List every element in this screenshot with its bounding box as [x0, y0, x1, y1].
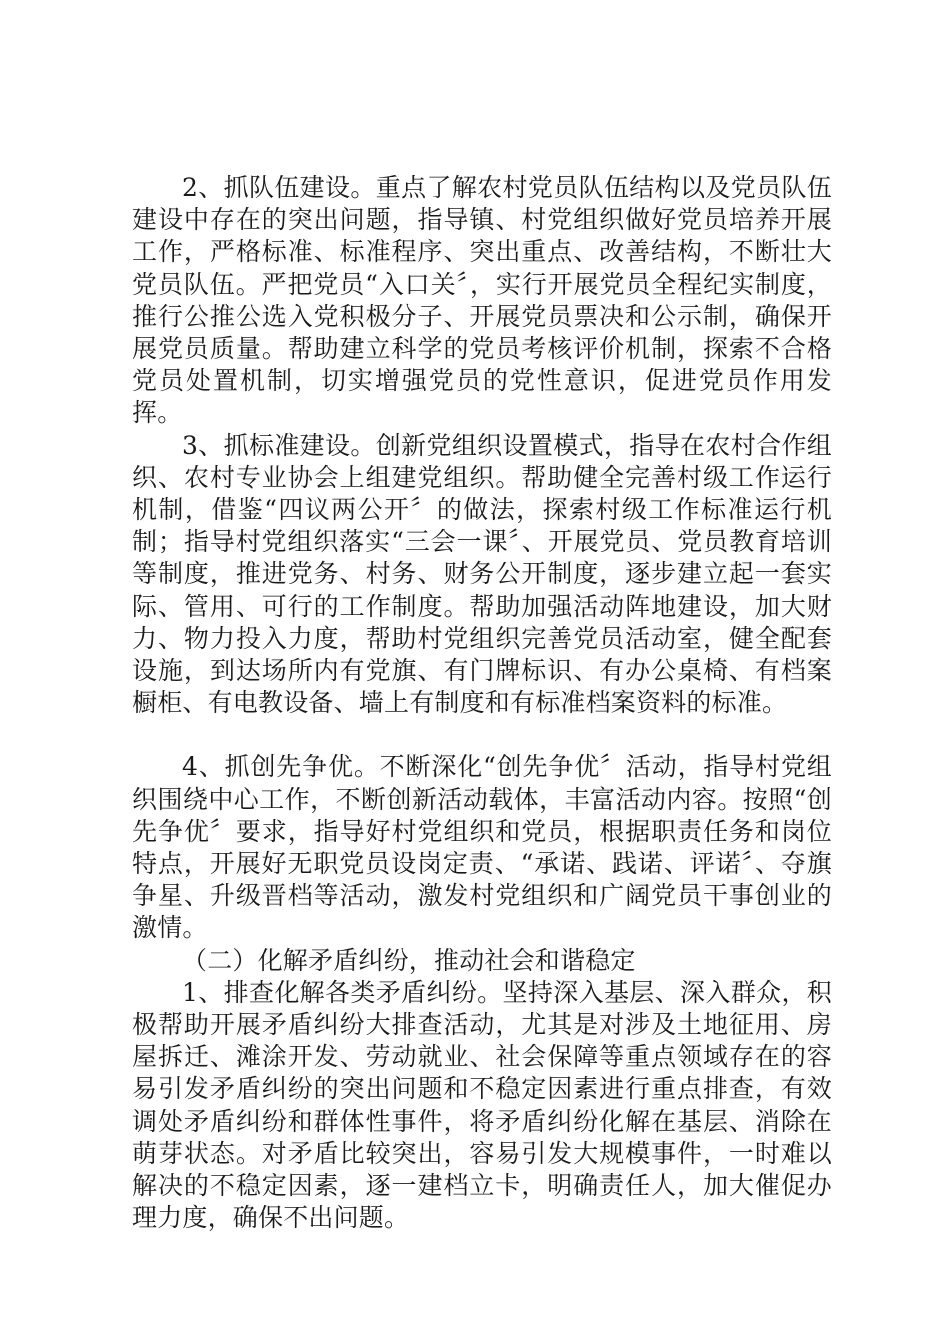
section-heading: （二）化解矛盾纠纷，推动社会和谐稳定: [182, 945, 636, 975]
paragraph-team-building: 2、抓队伍建设。重点了解农村党员队伍结构以及党员队伍建设中存在的突出问题，指导镇、村党组织做好党员培养开展工作，严格标准、标准程序、突出重点、改善结构，不断壮大党员队伍。严把党员“入口关〞，实行开展党员全程纪实制度，推行公推公选入党积极分子、开展党员票决和公示制，确保开展党员质量。帮助建立科学的党员考核评价机制，探索不合格党员处置机制，切实增强党员的党性意识，促进党员作用发挥。: [132, 173, 832, 428]
paragraph-standard-building: 3、抓标准建设。创新党组织设置模式，指导在农村合作组织、农村专业协会上组建党组织。帮助健全完善村级工作运行机制，借鉴“四议两公开〞的做法，探索村级工作标准运行机制；指导村党组织落实“三会一课〞、开展党员、党员教育培训等制度，推进党务、村务、财务公开制度，逐步建立起一套实际、管用、可行的工作制度。帮助加强活动阵地建设，加大财力、物力投入力度，帮助村党组织完善党员活动室，健全配套设施，到达场所内有党旗、有门牌标识、有办公桌椅、有档案橱柜、有电教设备、墙上有制度和有标准档案资料的标准。: [132, 430, 832, 718]
document-body: [132, 172, 832, 1235]
paragraph-dispute-resolution: 1、排查化解各类矛盾纠纷。坚持深入基层、深入群众，积极帮助开展矛盾纠纷大排查活动，尤其是对涉及土地征用、房屋拆迁、滩涂开发、劳动就业、社会保障等重点领域存在的容易引发矛盾纠纷的突出问题和不稳定因素进行重点排查，有效调处矛盾纠纷和群体性事件，将矛盾纠纷化解在基层、消除在萌芽状态。对矛盾比较突出，容易引发大规模事件，一时难以解决的不稳定因素，逐一建档立卡，明确责任人，加大催促办理力度，确保不出问题。: [132, 977, 832, 1233]
paragraph-excellence-competition: 4、抓创先争优。不断深化“创先争优〞活动，指导村党组织围绕中心工作，不断创新活动载体，丰富活动内容。按照“创先争优〞要求，指导好村党组织和党员，根据职责任务和岗位特点，开展好无职党员设岗定责、“承诺、践诺、评诺〞、夺旗争星、升级晋档等活动，激发村党组织和广阔党员干事创业的激情。: [132, 752, 832, 943]
